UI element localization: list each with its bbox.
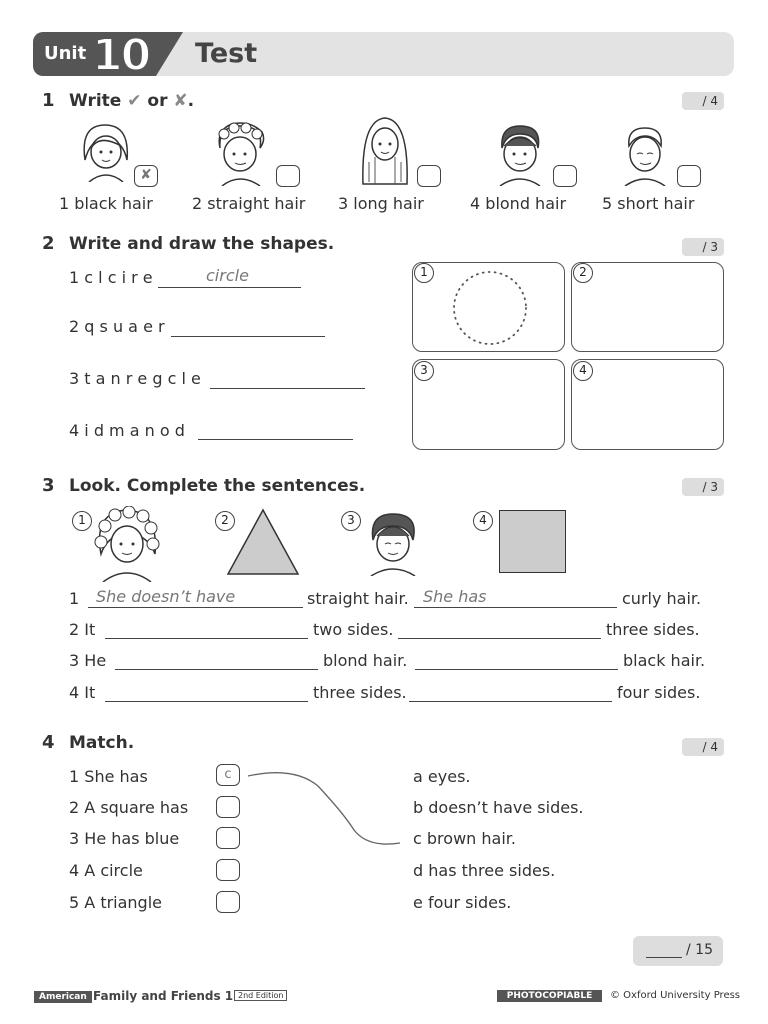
match-left-1 [69,767,148,786]
item-number: 3 [69,369,80,388]
match-letter: a [413,767,423,786]
match-text: brown hair. [426,829,516,848]
match-right-e [413,893,511,912]
total-score-label: / 15 [686,942,713,958]
answer-circle: circle [206,266,249,285]
title-text: Write [69,91,128,111]
section-3-title: Look. Complete the sentences. [69,476,366,496]
scrambled-word: t a n r e g c l e [84,369,201,388]
item-label: black hair [74,194,153,213]
answer-box-4[interactable] [553,165,577,187]
match-text: She has [84,767,148,786]
match-left-5 [69,893,162,912]
label-short-hair [602,194,694,213]
boy-curly-hair-illustration [210,120,270,186]
answer-line-3[interactable] [210,388,365,389]
sentence-1-mid: straight hair. [307,589,409,608]
title-text: . [187,91,195,111]
label-black-hair [59,194,153,213]
match-left-2 [69,798,188,817]
draw-box-4[interactable] [571,359,724,450]
cross-icon: ✘ [173,91,188,111]
picture-number-1: 1 [72,511,92,531]
item-number: 5 [602,194,613,213]
item-number: 1 [59,194,70,213]
section-4-score: / 4 [682,738,724,756]
item-number: 5 [69,893,80,912]
match-box-2[interactable] [216,796,240,818]
unit-label: Unit [44,43,87,64]
sentence-2-blank-2[interactable] [398,638,601,639]
triangle-shape [226,508,300,576]
edition-label: 2nd Edition [234,990,287,1001]
label-long-hair [338,194,424,213]
match-letter: c [413,829,422,848]
scramble-4 [69,421,185,440]
draw-box-2[interactable] [571,262,724,352]
item-number: 2 [69,317,80,336]
match-box-3[interactable] [216,827,240,849]
edition-tag: American [34,991,92,1003]
sentence-3-blank-1[interactable] [115,669,318,670]
item-number: 1 [69,268,80,287]
section-3-number: 3 [42,475,55,496]
match-text: A square has [84,798,189,817]
item-number: 2 [69,620,80,639]
match-right-c [413,829,516,848]
sentence-4-start [69,683,95,702]
sentence-1-blank-2[interactable] [414,607,617,608]
match-right-d [413,861,555,880]
box-number-2: 2 [573,263,593,283]
sentence-start: He [84,651,107,670]
sentence-start: It [84,683,96,702]
sentence-4-end: four sides. [617,683,701,702]
unit-number: 10 [92,30,150,81]
item-number: 4 [69,421,80,440]
item-label: straight hair [207,194,306,213]
scramble-1 [69,268,153,287]
match-box-4[interactable] [216,859,240,881]
match-letter: d [413,861,424,880]
sentence-3-start [69,651,106,670]
section-2-score: / 3 [682,238,724,256]
page-title: Test [195,38,258,69]
sentence-4-mid: three sides. [313,683,407,702]
label-blond-hair [470,194,566,213]
match-text: has three sides. [428,861,556,880]
section-3-score: / 3 [682,478,724,496]
section-1-title [69,91,194,111]
match-connector-line [244,766,404,850]
answer-line-1[interactable] [158,287,301,288]
item-number: 3 [338,194,349,213]
answer-box-1[interactable]: ✘ [134,165,158,187]
sentence-1-answer-2: She has [423,587,487,606]
square-shape [499,510,566,573]
sentence-1-answer-1: She doesn’t have [96,587,236,606]
publisher: © Oxford University Press [610,990,741,1001]
match-text: He has blue [84,829,180,848]
item-label: long hair [353,194,424,213]
match-text: A triangle [84,893,162,912]
match-right-a [413,767,470,786]
match-text: four sides. [427,893,512,912]
sentence-3-end: black hair. [623,651,706,670]
answer-box-3[interactable] [417,165,441,187]
item-label: blond hair [485,194,567,213]
book-title: Family and Friends 1 [93,989,234,1003]
item-number: 4 [470,194,481,213]
sentence-1-number: 1 [69,589,80,608]
match-left-3 [69,829,179,848]
sentence-2-start [69,620,95,639]
label-straight-hair [192,194,305,213]
sentence-4-blank-2[interactable] [409,701,612,702]
picture-number-3: 3 [341,511,361,531]
match-text: eyes. [427,767,471,786]
answer-box-5[interactable] [677,165,701,187]
girl-long-hair-illustration [355,112,415,186]
boy-blond-hair-illustration [490,120,550,186]
match-letter: e [413,893,423,912]
match-box-1[interactable]: c [216,764,240,786]
item-label: short hair [617,194,695,213]
section-4-title: Match. [69,733,135,753]
sentence-3-blank-2[interactable] [415,669,618,670]
sentence-2-mid: two sides. [313,620,394,639]
item-number: 4 [69,683,80,702]
item-number: 3 [69,651,80,670]
item-number: 3 [69,829,80,848]
section-4-number: 4 [42,732,55,753]
picture-number-2: 2 [215,511,235,531]
picture-number-4: 4 [473,511,493,531]
box-number-4: 4 [573,361,593,381]
item-number: 4 [69,861,80,880]
tick-icon: ✔ [127,91,142,111]
answer-box-2[interactable] [276,165,300,187]
match-box-5[interactable] [216,891,240,913]
section-1-number: 1 [42,90,55,111]
match-right-b [413,798,584,817]
sentence-2-end: three sides. [606,620,700,639]
item-number: 1 [69,767,80,786]
draw-box-3[interactable] [412,359,565,450]
sentence-1-blank-1[interactable] [88,607,303,608]
boy-black-hair-illustration [361,510,425,576]
match-text: A circle [84,861,143,880]
total-score-blank[interactable] [646,957,682,958]
scramble-3 [69,369,201,388]
draw-box-1[interactable] [412,262,565,352]
photocopiable-tag: PHOTOCOPIABLE [497,990,602,1002]
boy-short-hair-illustration [615,120,675,186]
sentence-4-blank-1[interactable] [105,701,308,702]
sentence-1-end: curly hair. [622,589,702,608]
section-2-title: Write and draw the shapes. [69,234,335,254]
box-number-3: 3 [414,361,434,381]
sentence-3-mid: blond hair. [323,651,408,670]
section-2-number: 2 [42,233,55,254]
scrambled-word: c l c i r e [84,268,153,287]
match-left-4 [69,861,143,880]
match-letter: b [413,798,424,817]
scrambled-word: q s u a e r [84,317,165,336]
answer-line-4[interactable] [198,439,353,440]
section-1-score: / 4 [682,92,724,110]
sentence-2-blank-1[interactable] [105,638,308,639]
girl-curly-hair-illustration [93,506,161,582]
scramble-2 [69,317,165,336]
box-number-1: 1 [414,263,434,283]
girl-black-hair-illustration [75,120,135,182]
scrambled-word: i d m a n o d [84,421,185,440]
title-text: or [141,91,174,111]
item-number: 2 [192,194,203,213]
answer-line-2[interactable] [171,336,325,337]
item-number: 2 [69,798,80,817]
sentence-start: It [84,620,96,639]
dotted-circle [413,263,563,351]
match-text: doesn’t have sides. [428,798,584,817]
